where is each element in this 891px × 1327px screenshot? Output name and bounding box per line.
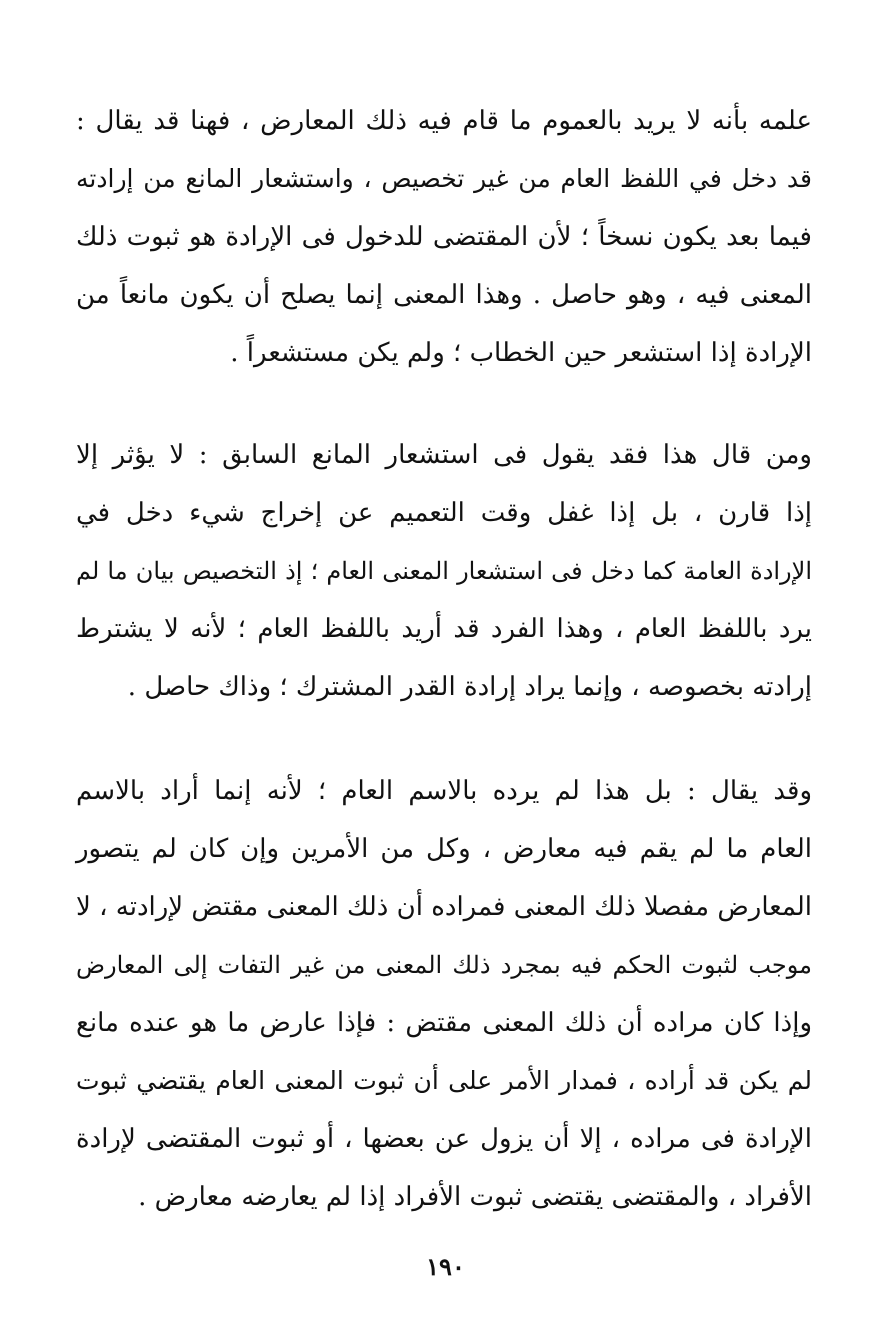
text-line: إرادته بخصوصه ، وإنما يراد إرادة القدر المشترك ؛ وذاك حاصل .: [127, 672, 812, 702]
paragraph-1: [76, 92, 812, 382]
text-line: ومن قال هذا فقد يقول فى استشعار المانع السابق : لا يؤثر إلا: [76, 440, 812, 470]
text-line: موجب لثبوت الحكم فيه بمجرد ذلك المعنى من غير التفات إلى المعارض: [76, 951, 812, 979]
text-line: يرد باللفظ العام ، وهذا الفرد قد أريد باللفظ العام ؛ لأنه لا يشترط: [76, 614, 812, 644]
text-line: وقد يقال : بل هذا لم يرده بالاسم العام ؛ لأنه إنما أراد بالاسم: [76, 776, 812, 806]
text-line: الإرادة فى مراده ، إلا أن يزول عن بعضها ، أو ثبوت المقتضى لإرادة: [76, 1124, 812, 1154]
text-line: قد دخل في اللفظ العام من غير تخصيص ، واستشعار المانع من إرادته: [76, 164, 812, 193]
text-line: الإرادة العامة كما دخل فى استشعار المعنى العام ؛ إذ التخصيص بيان ما لم: [76, 557, 812, 585]
paragraph-3: [76, 762, 812, 1226]
page-number: ١٩٠: [426, 1252, 465, 1281]
text-line: الأفراد ، والمقتضى يقتضى ثبوت الأفراد إذا لم يعارضه معارض .: [138, 1182, 812, 1212]
text-line: الإرادة إذا استشعر حين الخطاب ؛ ولم يكن مستشعراً .: [230, 338, 812, 368]
text-line: المعارض مفصلا ذلك المعنى فمراده أن ذلك المعنى مقتض لإرادته ، لا: [76, 892, 812, 922]
text-line: وإذا كان مراده أن ذلك المعنى مقتض : فإذا عارض ما هو عنده مانع: [76, 1008, 812, 1038]
text-line: لم يكن قد أراده ، فمدار الأمر على أن ثبوت المعنى العام يقتضي ثبوت: [76, 1066, 812, 1095]
text-line: إذا قارن ، بل إذا غفل وقت التعميم عن إخراج شيء دخل في: [76, 498, 812, 528]
text-line: العام ما لم يقم فيه معارض ، وكل من الأمرين وإن كان لم يتصور: [76, 834, 812, 864]
text-line: المعنى فيه ، وهو حاصل . وهذا المعنى إنما يصلح أن يكون مانعاً من: [76, 280, 812, 310]
paragraph-2: [76, 426, 812, 716]
text-line: علمه بأنه لا يريد بالعموم ما قام فيه ذلك المعارض ، فهنا قد يقال :: [76, 106, 812, 136]
text-line: فيما بعد يكون نسخاً ؛ لأن المقتضى للدخول فى الإرادة هو ثبوت ذلك: [76, 222, 812, 252]
